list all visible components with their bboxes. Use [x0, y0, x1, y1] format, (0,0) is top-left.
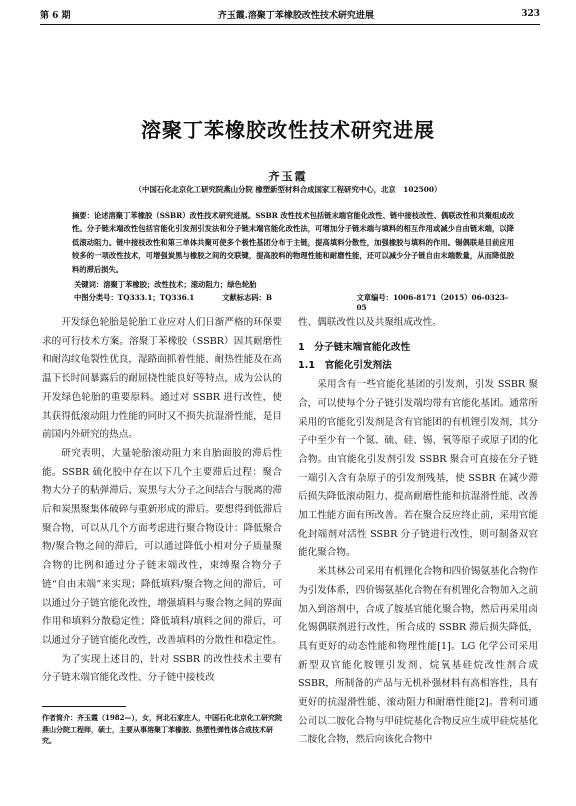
clc-number: 中图分类号：TQ333.1；TQ336.1: [74, 293, 195, 302]
section-heading: 1 分子链末端官能化改性: [298, 341, 411, 353]
author-name: 齐玉霞: [268, 170, 308, 183]
issue-number: 第 6 期: [40, 10, 71, 21]
keywords-text: 溶聚丁苯橡胶；改性技术；滚动阻力；绿色轮胎: [103, 280, 257, 289]
document-code: 文献标志码：B: [222, 293, 273, 302]
body-paragraph-continued: 性、偶联改性以及共聚组成改性。: [298, 317, 442, 328]
keywords: [74, 280, 256, 290]
abstract-text: 论述溶聚丁苯橡胶（SSBR）改性技术研究进展。SSBR 改性技术包括链末端官能化改性、链中接枝改性、偶联改性和共聚组成改性。分子链末端改性包括官能化引发剂引发法和分子链末端官能化改性法，可增加分子链末端与填料的相互作用或减少自由链末端，以降低滚动阻力。链中接枝改性和第三单体共聚可使多个极性基团分布于主链，提高填料分散性，加强橡胶与填料的作用。锡偶联是目前应用较多的一项改性技术，可增强炭黑与橡胶之间的交联键，提高胶料的物理性能和耐磨性能，还可以减少分子链自由末端数量，从而降低胶料的滞后损失。: [72, 211, 514, 274]
body-paragraph: 开发绿色轮胎是轮胎工业应对人们日渐严格的环保要求的可行技术方案。溶聚丁苯橡胶（SSBR）因其耐磨性和耐沟纹龟裂性优良，湿路面抓着性能、耐热性能及在高温下长时间暴露后的耐屈挠性能良好等特点，成为公认的开发绿色轮胎的重要原料。通过对 SSBR 进行改性，使其获得低滚动阻力性能的同时又不损失抗湿滑性能，是目前国内外研究的热点。: [42, 317, 282, 441]
body-paragraph: 为了实现上述目的，针对 SSBR 的改性技术主要有分子链末端官能化改性、分子链中接枝改: [42, 653, 282, 684]
footnote-rule: [42, 706, 126, 707]
article-number: 文章编号：1006-8171（2015）06-0323-05: [356, 293, 509, 312]
author-footnote: [42, 712, 282, 747]
left-column: [42, 314, 282, 688]
right-column: [298, 314, 538, 750]
classification-line: [74, 293, 514, 312]
running-title: 齐玉霞.溶聚丁苯橡胶改性技术研究进展: [217, 10, 374, 21]
running-header: [40, 6, 540, 22]
author-affiliation: （中国石化北京化工研究院燕山分院 橡塑新型材料合成国家工程研究中心，北京 102500）: [134, 185, 442, 194]
page-number: 323: [521, 9, 540, 19]
abstract: [72, 209, 514, 276]
keywords-label: 关键词：: [74, 280, 104, 289]
body-paragraph: 米其林公司采用有机锂化合物和四价锡氨基化合物作为引发体系，四价锡氨基化合物在有机锂化合物加入之前加入到溶剂中，合成了胺基官能化聚合物，然后再采用卤化锡偶联剂进行改性，所合成的 SSBR 滞后损失降低，具有更好的动态性能和物理性能[1]。LG 化学公司采用新型双官能化胺锂引发剂、烷氧基硅烷改性剂合成 SSBR，所制备的产品与无机补强材料有高相容性，具有更好的抗湿滑性能、滚动阻力和耐磨性能[2]。普利司通公司以二胺化合物与甲硅烷基化合物反应生成甲硅烷基化二胺化合物，然后向该化合物中: [298, 566, 538, 746]
header-rule: [40, 24, 540, 25]
footnote-label: 作者简介：: [42, 713, 77, 722]
body-paragraph: 研究表明，大量轮胎滚动阻力来自胎面胶的滞后性能。SSBR 硫化胶中存在以下几个主要滞后过程：聚合物大分子的粘弹滞后、炭黑与大分子之间结合与脱离的滞后和炭黑聚集体破碎与重新形成的滞后。要想得到低滞后聚合物，可以从几个方面考虑进行聚合物设计：降低聚合物/聚合物之间的滞后，可以通过降低小相对分子质量聚合物的比例和通过分子链末端改性，束缚聚合物分子链“自由末端”来实现；降低填料/聚合物之间的滞后，可以通过分子链官能化改性，增强填料与聚合物之间的界面作用和填料分散稳定性；降低填料/填料之间的滞后，可以通过分子链官能化改性，改善填料的分散性和稳定性。: [42, 447, 282, 646]
footnote-text: 齐玉霞（1982—），女，河北石家庄人，中国石化北京化工研究院燕山分院工程师，硕士，主要从事溶聚丁苯橡胶、热塑性弹性体合成技术研究。: [42, 713, 282, 745]
abstract-label: 摘要：: [72, 211, 94, 220]
body-paragraph: 采用含有一些官能化基团的引发剂，引发 SSBR 聚合，可以使每个分子链引发端均带有官能化基团。通常所采用的官能化引发剂是含有官能团的有机锂引发剂，其分子中至少有一个氮、硫、硅、锡、氧等原子或原子团的化合物。由官能化引发剂引发 SSBR 聚合可直接在分子链一端引入含有杂原子的引发剂残基，使 SSBR 在减少滞后损失降低滚动阻力、提高耐磨性能和抗湿滑性能、改善加工性能方面有所改善。若在聚合反应终止前，采用官能化封端剂对活性 SSBR 分子链进行改性，则可制备双官能化聚合物。: [298, 379, 538, 559]
subsection-heading: 1.1 官能化引发剂法: [298, 360, 392, 372]
article-title: 溶聚丁苯橡胶改性技术研究进展: [141, 118, 435, 142]
